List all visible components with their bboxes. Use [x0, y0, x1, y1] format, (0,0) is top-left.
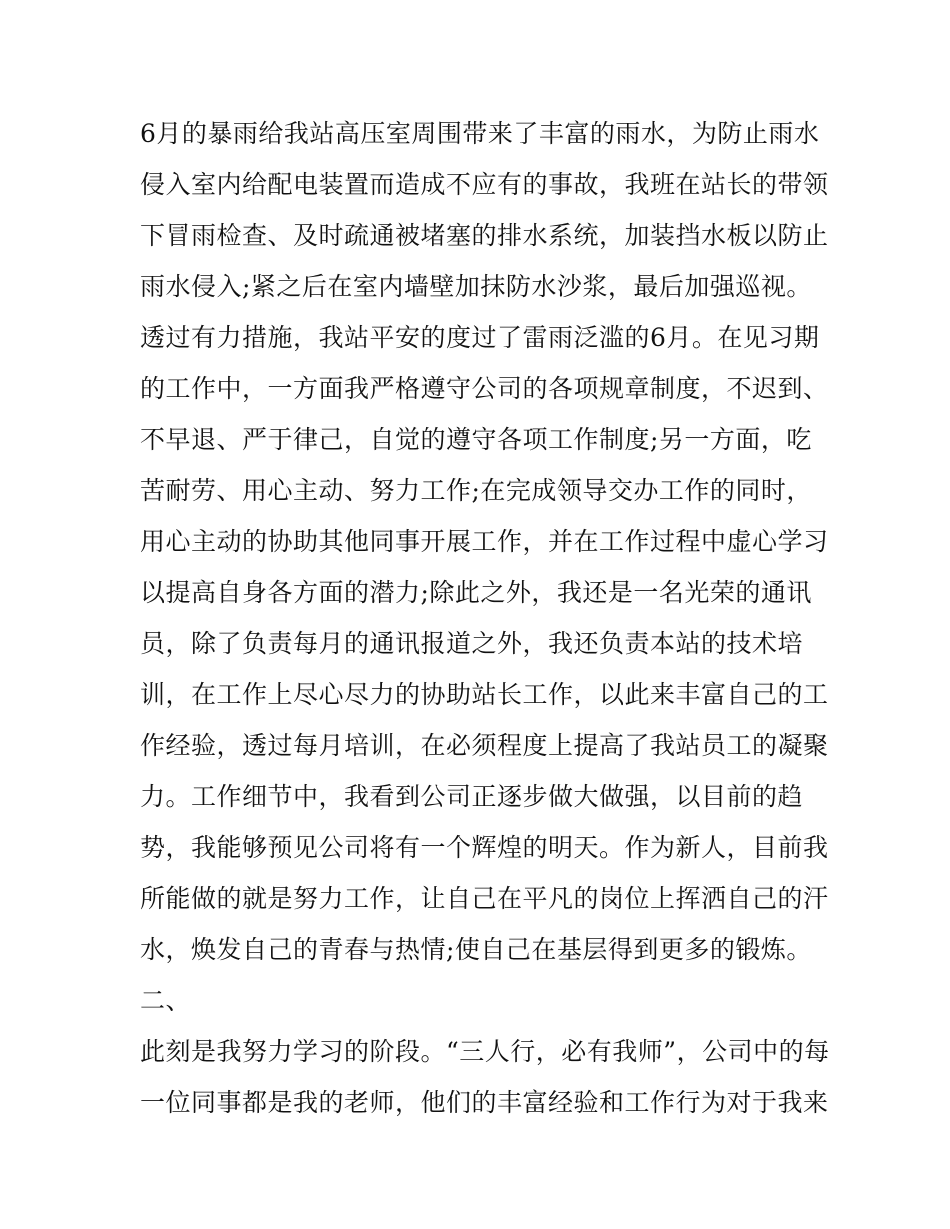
text-line: 下冒雨检查、及时疏通被堵塞的排水系统，加装挡水板以防止	[140, 221, 829, 250]
text-line: 作经验，透过每月培训，在必须程度上提高了我站员工的凝聚	[140, 731, 829, 760]
text-line: 力。工作细节中，我看到公司正逐步做大做强，以目前的趋	[140, 782, 804, 811]
text-line: 雨水侵入;紧之后在室内墙壁加抹防水沙浆，最后加强巡视。	[140, 272, 812, 301]
body-text	[140, 108, 830, 1128]
text-line: 6月的暴雨给我站高压室周围带来了丰富的雨水，为防止雨水	[140, 119, 820, 148]
section-heading: 二、	[140, 986, 192, 1015]
text-line: 势，我能够预见公司将有一个辉煌的明天。作为新人，目前我	[140, 833, 829, 862]
text-line: 苦耐劳、用心主动、努力工作;在完成领导交办工作的同时，	[140, 476, 812, 505]
text-line: 以提高自身各方面的潜力;除此之外，我还是一名光荣的通讯	[140, 578, 812, 607]
text-line: 的工作中，一方面我严格遵守公司的各项规章制度，不迟到、	[140, 374, 829, 403]
text-line: 用心主动的协助其他同事开展工作，并在工作过程中虚心学习	[140, 527, 829, 556]
text-line: 所能做的就是努力工作，让自己在平凡的岗位上挥洒自己的汗	[140, 884, 829, 913]
text-line: 水，焕发自己的青春与热情;使自己在基层得到更多的锻炼。	[140, 935, 812, 964]
text-line: 侵入室内给配电装置而造成不应有的事故，我班在站长的带领	[140, 170, 829, 199]
text-line: 一位同事都是我的老师，他们的丰富经验和工作行为对于我来	[140, 1088, 829, 1117]
text-line: 此刻是我努力学习的阶段。“三人行，必有我师”，公司中的每	[140, 1037, 830, 1066]
text-line: 不早退、严于律己，自觉的遵守各项工作制度;另一方面，吃	[140, 425, 812, 454]
text-line: 员，除了负责每月的通讯报道之外，我还负责本站的技术培	[140, 629, 804, 658]
text-line: 透过有力措施，我站平安的度过了雷雨泛滥的6月。在见习期	[140, 323, 820, 352]
text-line: 训，在工作上尽心尽力的协助站长工作，以此来丰富自己的工	[140, 680, 829, 709]
